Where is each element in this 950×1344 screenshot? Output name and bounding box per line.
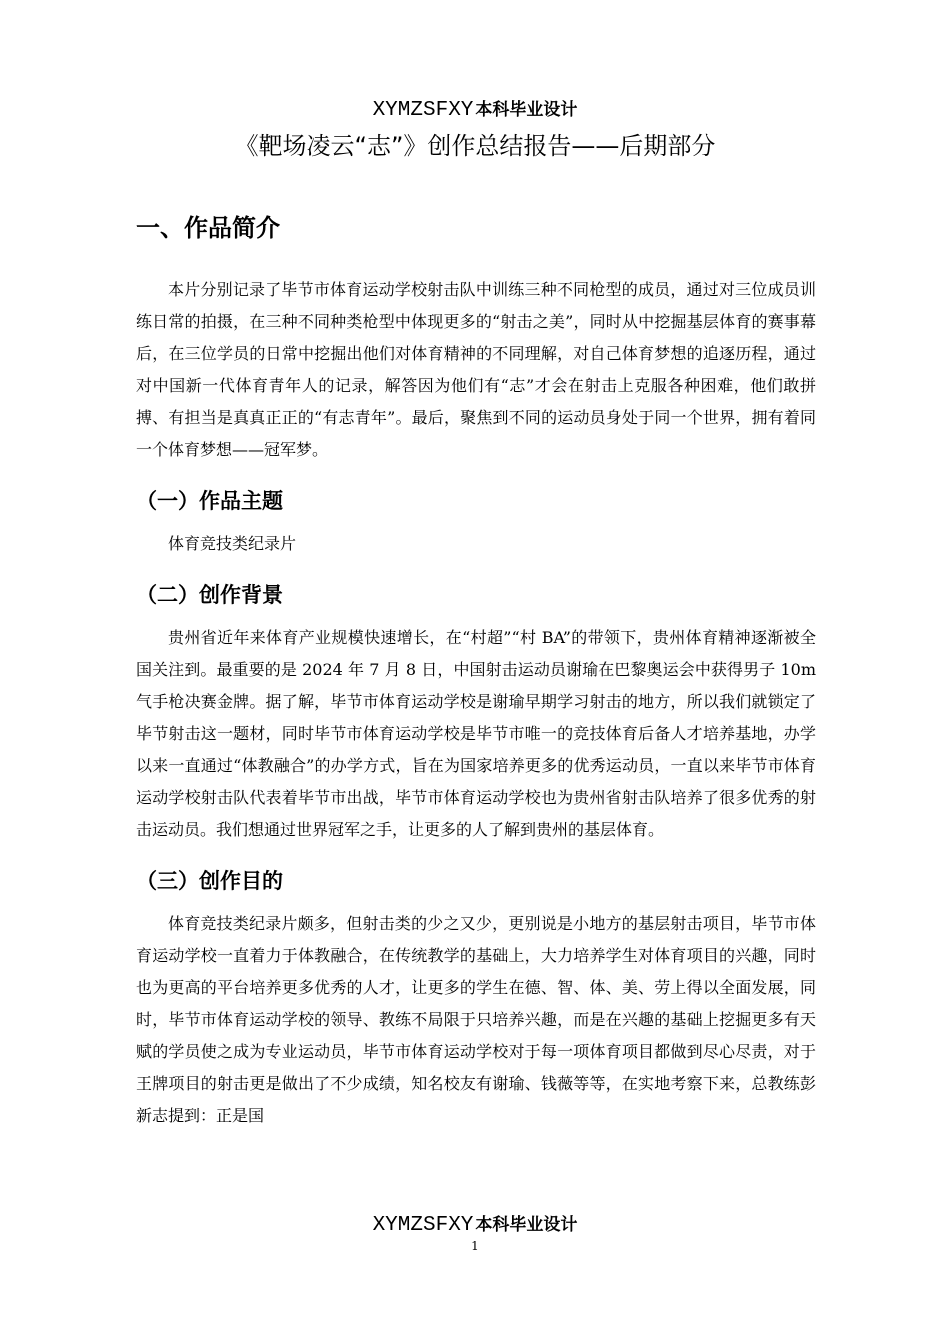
purpose-paragraph: 体育竞技类纪录片颇多，但射击类的少之又少，更别说是小地方的基层射击项目，毕节市体育运动学校一直着力于体教融合，在传统教学的基础上，大力培养学生对体育项目的兴趣，同时也为更高的平台培养更多优秀的人才，让更多的学生在德、智、体、美、劳上得以全面发展，同时，毕节市体育运动学校的领导、教练不局限于只培养兴趣，而是在兴趣的基础上挖掘更多有天赋的学员使之成为专业运动员，毕节市体育运动学校对于每一项体育项目都做到尽心尽责，对于王牌项目的射击更是做出了不少成绩，知名校友有谢瑜、钱薇等等，在实地考察下来，总教练彭新志提到：正是国	[136, 914, 816, 1125]
page-number: 1	[471, 1239, 479, 1253]
background-paragraph: 贵州省近年来体育产业规模快速增长，在“村超”“村 BA”的带领下，贵州体育精神逐渐被全国关注到。最重要的是 2024 年 7 月 8 日，中国射击运动员谢瑜在巴黎奥运会中获得男子 10m 气手枪决赛金牌。据了解，毕节市体育运动学校是谢瑜早期学习射击的地方，所以我们就锁定了毕节射击这一题材，同时毕节市体育运动学校是毕节市唯一的竞技体育后备人才培养基地，办学以来一直通过“体教融合”的办学方式，旨在为国家培养更多的优秀运动员，一直以来毕节市体育运动学校射击队代表着毕节市出战，毕节市体育运动学校也为贵州省射击队培养了很多优秀的射击运动员。我们想通过世界冠军之手，让更多的人了解到贵州的基层体育。	[136, 628, 816, 839]
header-code: XYMZSFXY	[372, 99, 474, 122]
subsection-heading-theme: （一）作品主题	[136, 489, 283, 513]
introduction-paragraph: 本片分别记录了毕节市体育运动学校射击队中训练三种不同枪型的成员，通过对三位成员训练日常的拍摄，在三种不同种类枪型中体现更多的“射击之美”，同时从中挖掘基层体育的赛事幕后，在三位学员的日常中挖掘出他们对体育精神的不同理解，对自己体育梦想的追逐历程，通过对中国新一代体育青年人的记录，解答因为他们有“志”才会在射击上克服各种困难，他们敢拼搏、有担当是真真正正的“有志青年”。最后，聚焦到不同的运动员身处于同一个世界，拥有着同一个体育梦想——冠军梦。	[136, 280, 816, 459]
document-title: 《靶场凌云“志”》创作总结报告——后期部分	[234, 132, 716, 160]
header-label: 本科毕业设计	[475, 100, 578, 120]
subsection-heading-purpose: （三）创作目的	[136, 869, 283, 893]
page-footer	[0, 1212, 950, 1239]
section-heading-introduction: 一、作品简介	[136, 214, 280, 242]
document-body	[136, 210, 816, 1132]
page-header	[0, 96, 950, 124]
footer-code: XYMZSFXY	[372, 1214, 474, 1237]
footer-label: 本科毕业设计	[475, 1215, 578, 1235]
theme-text: 体育竞技类纪录片	[168, 534, 297, 553]
subsection-heading-background: （二）创作背景	[136, 583, 283, 607]
